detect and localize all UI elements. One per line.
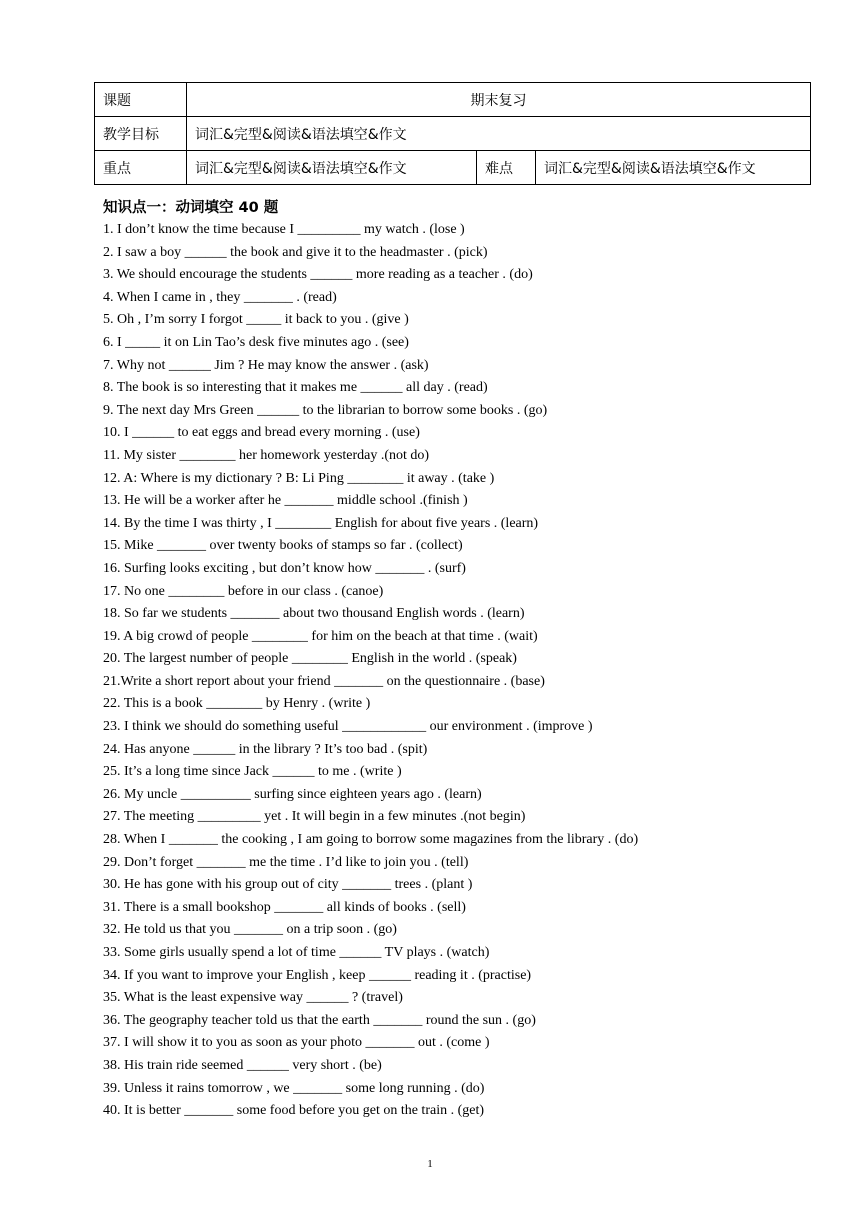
- question-item: 14. By the time I was thirty , I ________ English for about five years . (learn): [103, 515, 539, 531]
- question-item: 4. When I came in , they _______ . (read): [103, 289, 337, 305]
- key-row: [95, 151, 811, 185]
- topic-label: 课题: [95, 83, 187, 117]
- question-item: 37. I will show it to you as soon as your photo _______ out . (come ): [103, 1035, 490, 1051]
- question-item: 31. There is a small bookshop _______ all kinds of books . (sell): [103, 899, 466, 915]
- question-item: 22. This is a book ________ by Henry . (write ): [103, 696, 371, 712]
- question-item: 26. My uncle __________ surfing since eighteen years ago . (learn): [103, 786, 482, 802]
- question-item: 16. Surfing looks exciting , but don’t know how _______ . (surf): [103, 560, 466, 576]
- question-item: 2. I saw a boy ______ the book and give it to the headmaster . (pick): [103, 244, 488, 260]
- question-item: 6. I _____ it on Lin Tao’s desk five minutes ago . (see): [103, 334, 409, 350]
- question-item: 3. We should encourage the students ______ more reading as a teacher . (do): [103, 267, 533, 283]
- question-item: 5. Oh , I’m sorry I forgot _____ it back to you . (give ): [103, 312, 409, 328]
- question-list: [103, 219, 638, 1123]
- question-item: 18. So far we students _______ about two thousand English words . (learn): [103, 606, 525, 622]
- goal-label: 教学目标: [95, 117, 187, 151]
- question-item: 10. I ______ to eat eggs and bread every morning . (use): [103, 425, 420, 441]
- question-item: 33. Some girls usually spend a lot of time ______ TV plays . (watch): [103, 945, 490, 960]
- question-item: 8. The book is so interesting that it makes me ______ all day . (read): [103, 380, 488, 396]
- question-item: 9. The next day Mrs Green ______ to the librarian to borrow some books . (go): [103, 402, 548, 418]
- goal-row: [95, 117, 811, 151]
- question-item: 29. Don’t forget _______ me the time . I’d like to join you . (tell): [103, 854, 469, 870]
- question-item: 35. What is the least expensive way ______ ? (travel): [103, 990, 403, 1006]
- difficult-value: 词汇&完型&阅读&语法填空&作文: [536, 151, 811, 185]
- question-item: 40. It is better _______ some food before you get on the train . (get): [103, 1103, 485, 1119]
- question-item: 27. The meeting _________ yet . It will begin in a few minutes .(not begin): [103, 809, 526, 825]
- question-item: 20. The largest number of people ________ English in the world . (speak): [103, 651, 517, 667]
- question-item: 19. A big crowd of people ________ for him on the beach at that time . (wait): [103, 628, 538, 644]
- question-item: 34. If you want to improve your English , keep ______ reading it . (practise): [103, 967, 532, 983]
- question-item: 17. No one ________ before in our class . (canoe): [103, 583, 384, 599]
- question-item: 11. My sister ________ her homework yesterday .(not do): [103, 447, 430, 463]
- question-item: 7. Why not ______ Jim ? He may know the answer . (ask): [103, 357, 429, 373]
- topic-value: 期末复习: [187, 83, 811, 117]
- key-label: 重点: [95, 151, 187, 185]
- question-item: 25. It’s a long time since Jack ______ to me . (write ): [103, 764, 402, 780]
- question-item: 32. He told us that you _______ on a trip soon . (go): [103, 922, 397, 938]
- question-item: 23. I think we should do something useful ____________ our environment . (improve ): [103, 719, 593, 735]
- question-item: 28. When I _______ the cooking , I am going to borrow some magazines from the library . (do): [103, 832, 639, 848]
- key-value: 词汇&完型&阅读&语法填空&作文: [187, 151, 477, 185]
- question-item: 15. Mike _______ over twenty books of stamps so far . (collect): [103, 538, 463, 554]
- question-item: 12. A: Where is my dictionary ? B: Li Ping ________ it away . (take ): [103, 470, 495, 486]
- question-item: 39. Unless it rains tomorrow , we _______ some long running . (do): [103, 1080, 485, 1096]
- question-item: 38. His train ride seemed ______ very short . (be): [103, 1057, 382, 1073]
- topic-row: [95, 83, 811, 117]
- question-item: 30. He has gone with his group out of city _______ trees . (plant ): [103, 877, 473, 893]
- question-item: 21.Write a short report about your friend _______ on the questionnaire . (base): [103, 673, 545, 689]
- goal-value: 词汇&完型&阅读&语法填空&作文: [187, 117, 811, 151]
- page-number: 1: [427, 1158, 433, 1170]
- question-item: 13. He will be a worker after he _______ middle school .(finish ): [103, 493, 468, 509]
- lesson-info-table: [94, 82, 811, 185]
- question-item: 24. Has anyone ______ in the library ? It’s too bad . (spit): [103, 741, 428, 757]
- section-title: 知识点一：动词填空 40 题: [103, 200, 279, 216]
- difficult-label: 难点: [477, 151, 536, 185]
- question-item: 1. I don’t know the time because I _________ my watch . (lose ): [103, 222, 465, 237]
- question-item: 36. The geography teacher told us that the earth _______ round the sun . (go): [103, 1012, 536, 1028]
